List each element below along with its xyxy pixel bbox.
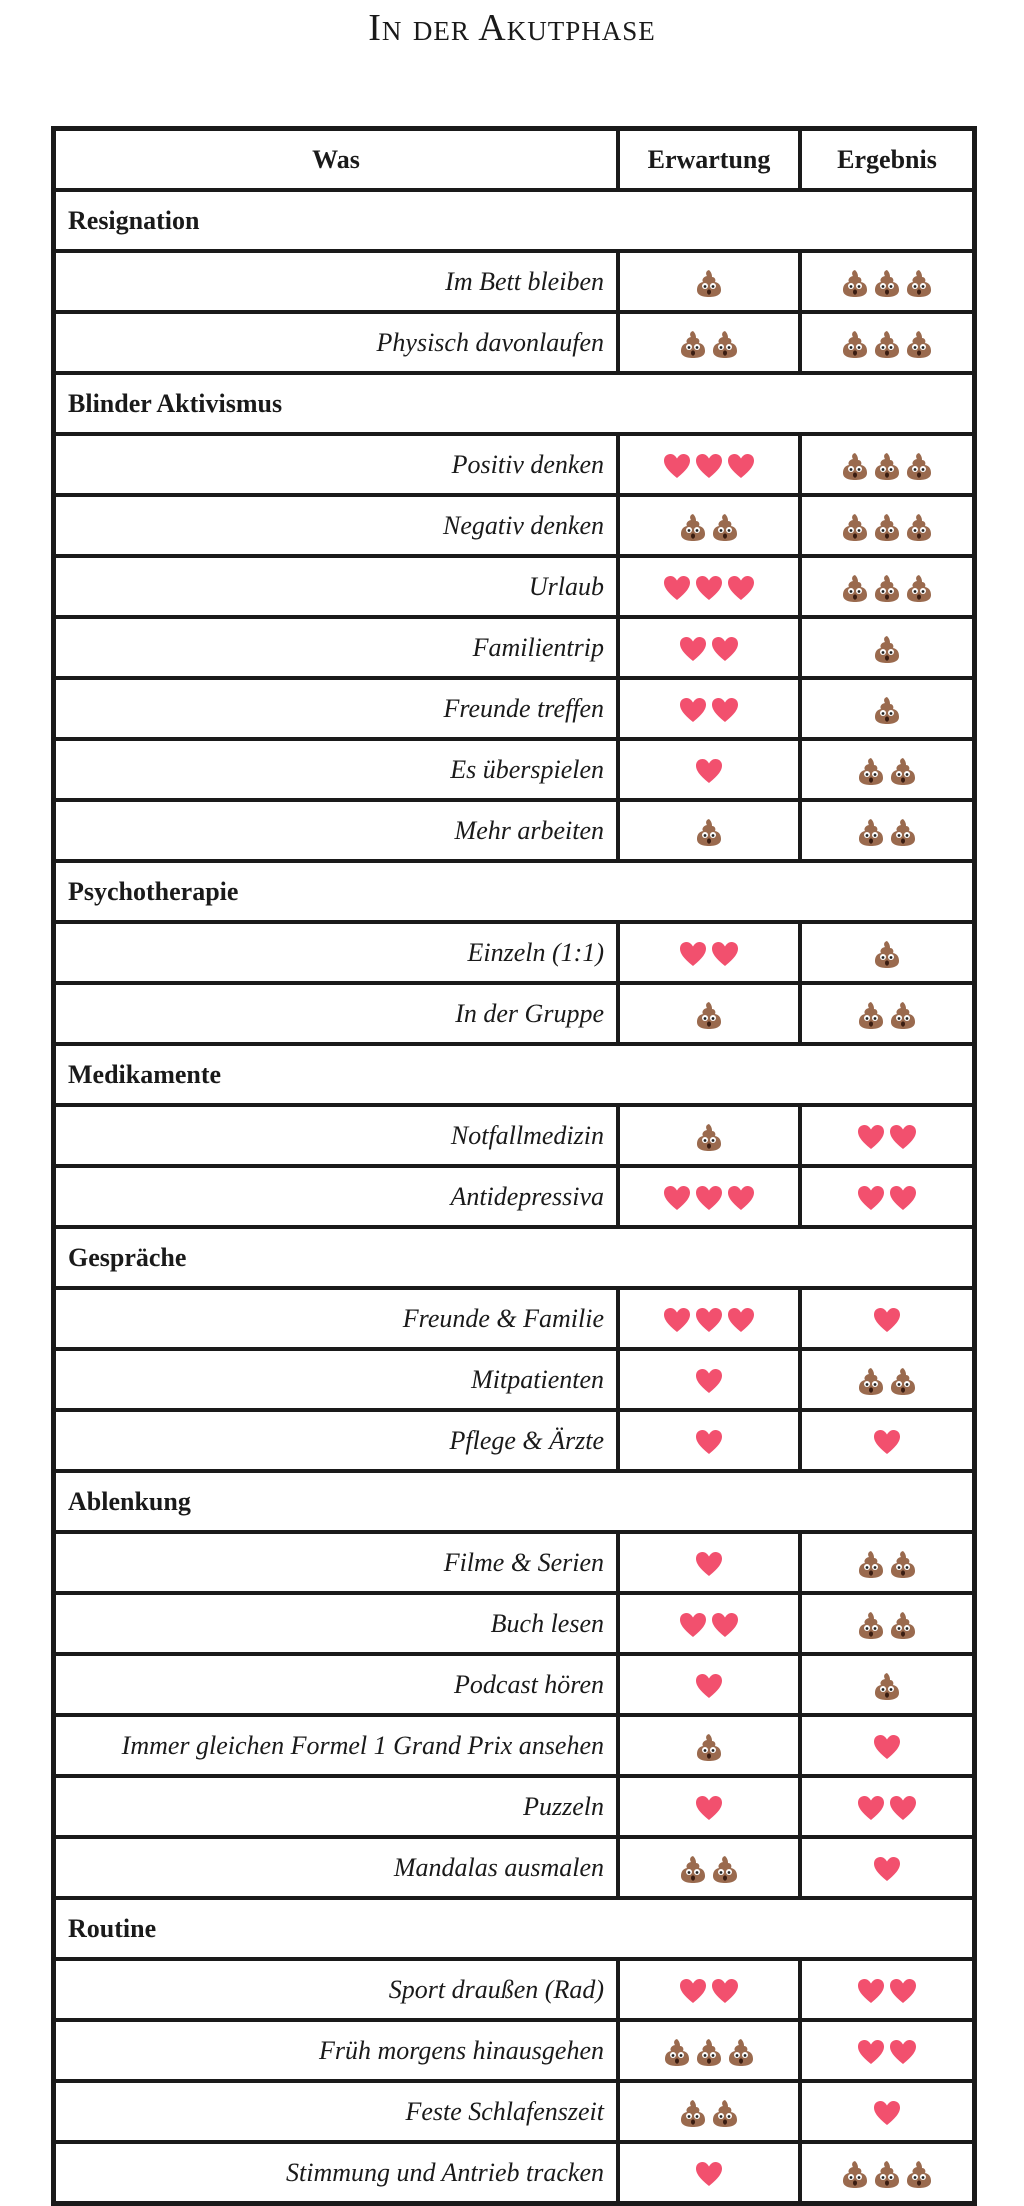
result-rating — [800, 2081, 974, 2142]
result-rating — [800, 1776, 974, 1837]
expectation-rating — [618, 556, 800, 617]
item-label: Physisch davonlaufen — [54, 312, 618, 373]
heart-icon — [694, 1183, 724, 1213]
heart-icon — [888, 1122, 918, 1152]
table-header-row — [54, 129, 974, 190]
heart-icon — [888, 1793, 918, 1823]
heart-icon — [726, 573, 756, 603]
heart-icon — [694, 1549, 724, 1579]
heart-icon — [710, 939, 740, 969]
expectation-rating — [618, 1349, 800, 1410]
poop-icon — [856, 1549, 886, 1579]
poop-icon — [694, 817, 724, 847]
result-rating — [800, 1288, 974, 1349]
category-label: Medikamente — [54, 1044, 974, 1105]
expectation-rating — [618, 312, 800, 373]
header-expectation: Erwartung — [618, 129, 800, 190]
heart-icon — [726, 1305, 756, 1335]
item-label: Freunde treffen — [54, 678, 618, 739]
poop-icon — [872, 634, 902, 664]
poop-icon — [662, 2037, 692, 2067]
poop-icon — [904, 329, 934, 359]
poop-icon — [678, 512, 708, 542]
heart-icon — [694, 1793, 724, 1823]
result-rating — [800, 1105, 974, 1166]
heart-icon — [856, 2037, 886, 2067]
poop-icon — [888, 1000, 918, 1030]
poop-icon — [888, 1610, 918, 1640]
heart-icon — [710, 1610, 740, 1640]
poop-icon — [904, 573, 934, 603]
heart-icon — [694, 573, 724, 603]
poop-icon — [904, 512, 934, 542]
item-label: Podcast hören — [54, 1654, 618, 1715]
poop-icon — [710, 2098, 740, 2128]
table-body — [54, 190, 974, 2203]
expectation-rating — [618, 800, 800, 861]
result-rating — [800, 556, 974, 617]
table-row — [54, 1715, 974, 1776]
table-row — [54, 2142, 974, 2203]
result-rating — [800, 1349, 974, 1410]
category-row — [54, 1471, 974, 1532]
heart-icon — [662, 573, 692, 603]
poop-icon — [856, 1366, 886, 1396]
poop-icon — [888, 817, 918, 847]
heart-icon — [694, 1305, 724, 1335]
table-row — [54, 251, 974, 312]
expectation-rating — [618, 2081, 800, 2142]
result-rating — [800, 1837, 974, 1898]
heart-icon — [710, 1976, 740, 2006]
expectation-rating — [618, 1166, 800, 1227]
table-row — [54, 800, 974, 861]
poop-icon — [694, 268, 724, 298]
poop-icon — [872, 512, 902, 542]
poop-icon — [678, 329, 708, 359]
table-row — [54, 617, 974, 678]
table-row — [54, 1776, 974, 1837]
table-row — [54, 1288, 974, 1349]
result-rating — [800, 617, 974, 678]
poop-icon — [694, 1000, 724, 1030]
heart-icon — [678, 1610, 708, 1640]
result-rating — [800, 2142, 974, 2203]
poop-icon — [694, 1122, 724, 1152]
heart-icon — [872, 1305, 902, 1335]
item-label: Filme & Serien — [54, 1532, 618, 1593]
heart-icon — [888, 2037, 918, 2067]
expectation-rating — [618, 1532, 800, 1593]
heart-icon — [856, 1793, 886, 1823]
category-row — [54, 1044, 974, 1105]
result-rating — [800, 312, 974, 373]
poop-icon — [840, 329, 870, 359]
heart-icon — [856, 1183, 886, 1213]
expectation-rating — [618, 495, 800, 556]
poop-icon — [856, 1000, 886, 1030]
table-row — [54, 1593, 974, 1654]
table-row — [54, 495, 974, 556]
poop-icon — [872, 939, 902, 969]
item-label: Immer gleichen Formel 1 Grand Prix ansehen — [54, 1715, 618, 1776]
expectation-rating — [618, 617, 800, 678]
category-label: Gespräche — [54, 1227, 974, 1288]
expectation-rating — [618, 2142, 800, 2203]
table-row — [54, 434, 974, 495]
item-label: Familientrip — [54, 617, 618, 678]
heart-icon — [694, 1427, 724, 1457]
heart-icon — [872, 1732, 902, 1762]
item-label: Mandalas ausmalen — [54, 1837, 618, 1898]
heart-icon — [678, 1976, 708, 2006]
heart-icon — [694, 1366, 724, 1396]
item-label: Sport draußen (Rad) — [54, 1959, 618, 2020]
category-row — [54, 190, 974, 251]
poop-icon — [694, 1732, 724, 1762]
poop-icon — [840, 2159, 870, 2189]
poop-icon — [856, 817, 886, 847]
expectation-rating — [618, 434, 800, 495]
poop-icon — [840, 512, 870, 542]
item-label: Einzeln (1:1) — [54, 922, 618, 983]
poop-icon — [872, 268, 902, 298]
expectation-rating — [618, 1410, 800, 1471]
poop-icon — [678, 1854, 708, 1884]
table-row — [54, 556, 974, 617]
heart-icon — [872, 1427, 902, 1457]
poop-icon — [904, 268, 934, 298]
heart-icon — [856, 1976, 886, 2006]
item-label: Puzzeln — [54, 1776, 618, 1837]
heart-icon — [694, 2159, 724, 2189]
item-label: Früh morgens hinausgehen — [54, 2020, 618, 2081]
expectation-rating — [618, 1715, 800, 1776]
expectation-rating — [618, 1776, 800, 1837]
poop-icon — [888, 1549, 918, 1579]
heart-icon — [678, 695, 708, 725]
result-rating — [800, 922, 974, 983]
table-row — [54, 312, 974, 373]
result-rating — [800, 1593, 974, 1654]
item-label: Urlaub — [54, 556, 618, 617]
expectation-rating — [618, 983, 800, 1044]
poop-icon — [872, 695, 902, 725]
poop-icon — [872, 329, 902, 359]
poop-icon — [840, 573, 870, 603]
table-row — [54, 1105, 974, 1166]
result-rating — [800, 1410, 974, 1471]
expectation-rating — [618, 1837, 800, 1898]
heart-icon — [694, 1671, 724, 1701]
item-label: Stimmung und Antrieb tracken — [54, 2142, 618, 2203]
item-label: Negativ denken — [54, 495, 618, 556]
poop-icon — [888, 756, 918, 786]
poop-icon — [694, 2037, 724, 2067]
table-row — [54, 2081, 974, 2142]
poop-icon — [856, 1610, 886, 1640]
poop-icon — [904, 451, 934, 481]
item-label: Freunde & Familie — [54, 1288, 618, 1349]
result-rating — [800, 1166, 974, 1227]
category-label: Psychotherapie — [54, 861, 974, 922]
heart-icon — [872, 1854, 902, 1884]
poop-icon — [678, 2098, 708, 2128]
category-row — [54, 1898, 974, 1959]
table-row — [54, 983, 974, 1044]
result-rating — [800, 1959, 974, 2020]
heart-icon — [678, 634, 708, 664]
table-row — [54, 1532, 974, 1593]
heart-icon — [710, 695, 740, 725]
heart-icon — [888, 1183, 918, 1213]
poop-icon — [710, 1854, 740, 1884]
poop-icon — [872, 1671, 902, 1701]
result-rating — [800, 1654, 974, 1715]
poop-icon — [872, 573, 902, 603]
poop-icon — [872, 451, 902, 481]
category-label: Resignation — [54, 190, 974, 251]
heart-icon — [856, 1122, 886, 1152]
item-label: Buch lesen — [54, 1593, 618, 1654]
expectation-rating — [618, 1105, 800, 1166]
heart-icon — [710, 634, 740, 664]
heart-icon — [888, 1976, 918, 2006]
category-row — [54, 861, 974, 922]
result-rating — [800, 739, 974, 800]
category-label: Routine — [54, 1898, 974, 1959]
header-result: Ergebnis — [800, 129, 974, 190]
result-rating — [800, 983, 974, 1044]
table-row — [54, 1959, 974, 2020]
expectation-rating — [618, 678, 800, 739]
table-row — [54, 678, 974, 739]
heart-icon — [662, 451, 692, 481]
heart-icon — [678, 939, 708, 969]
result-rating — [800, 1532, 974, 1593]
poop-icon — [888, 1366, 918, 1396]
expectation-rating — [618, 1959, 800, 2020]
poop-icon — [840, 268, 870, 298]
table-row — [54, 1166, 974, 1227]
expectation-rating — [618, 1593, 800, 1654]
heart-icon — [872, 2098, 902, 2128]
poop-icon — [904, 2159, 934, 2189]
item-label: Notfallmedizin — [54, 1105, 618, 1166]
item-label: Pflege & Ärzte — [54, 1410, 618, 1471]
heart-icon — [694, 756, 724, 786]
item-label: Feste Schlafenszeit — [54, 2081, 618, 2142]
table-row — [54, 2020, 974, 2081]
result-rating — [800, 800, 974, 861]
result-rating — [800, 495, 974, 556]
poop-icon — [726, 2037, 756, 2067]
item-label: Antidepressiva — [54, 1166, 618, 1227]
item-label: Im Bett bleiben — [54, 251, 618, 312]
expectation-rating — [618, 1288, 800, 1349]
table-row — [54, 739, 974, 800]
item-label: Positiv denken — [54, 434, 618, 495]
result-rating — [800, 2020, 974, 2081]
heart-icon — [662, 1183, 692, 1213]
poop-icon — [710, 329, 740, 359]
poop-icon — [872, 2159, 902, 2189]
result-rating — [800, 251, 974, 312]
item-label: Mitpatienten — [54, 1349, 618, 1410]
expectation-rating — [618, 739, 800, 800]
item-label: Mehr arbeiten — [54, 800, 618, 861]
expectation-rating — [618, 922, 800, 983]
table-row — [54, 1349, 974, 1410]
table-row — [54, 1410, 974, 1471]
rating-table — [51, 126, 977, 2206]
result-rating — [800, 678, 974, 739]
category-label: Blinder Aktivismus — [54, 373, 974, 434]
item-label: In der Gruppe — [54, 983, 618, 1044]
expectation-rating — [618, 1654, 800, 1715]
header-what: Was — [54, 129, 618, 190]
poop-icon — [710, 512, 740, 542]
category-row — [54, 1227, 974, 1288]
poop-icon — [856, 756, 886, 786]
item-label: Es überspielen — [54, 739, 618, 800]
result-rating — [800, 434, 974, 495]
heart-icon — [662, 1305, 692, 1335]
heart-icon — [694, 451, 724, 481]
expectation-rating — [618, 2020, 800, 2081]
category-row — [54, 373, 974, 434]
page-title: In der Akutphase — [368, 7, 656, 49]
table-row — [54, 1837, 974, 1898]
table-row — [54, 1654, 974, 1715]
result-rating — [800, 1715, 974, 1776]
category-label: Ablenkung — [54, 1471, 974, 1532]
expectation-rating — [618, 251, 800, 312]
heart-icon — [726, 1183, 756, 1213]
poop-icon — [840, 451, 870, 481]
heart-icon — [726, 451, 756, 481]
table-row — [54, 922, 974, 983]
